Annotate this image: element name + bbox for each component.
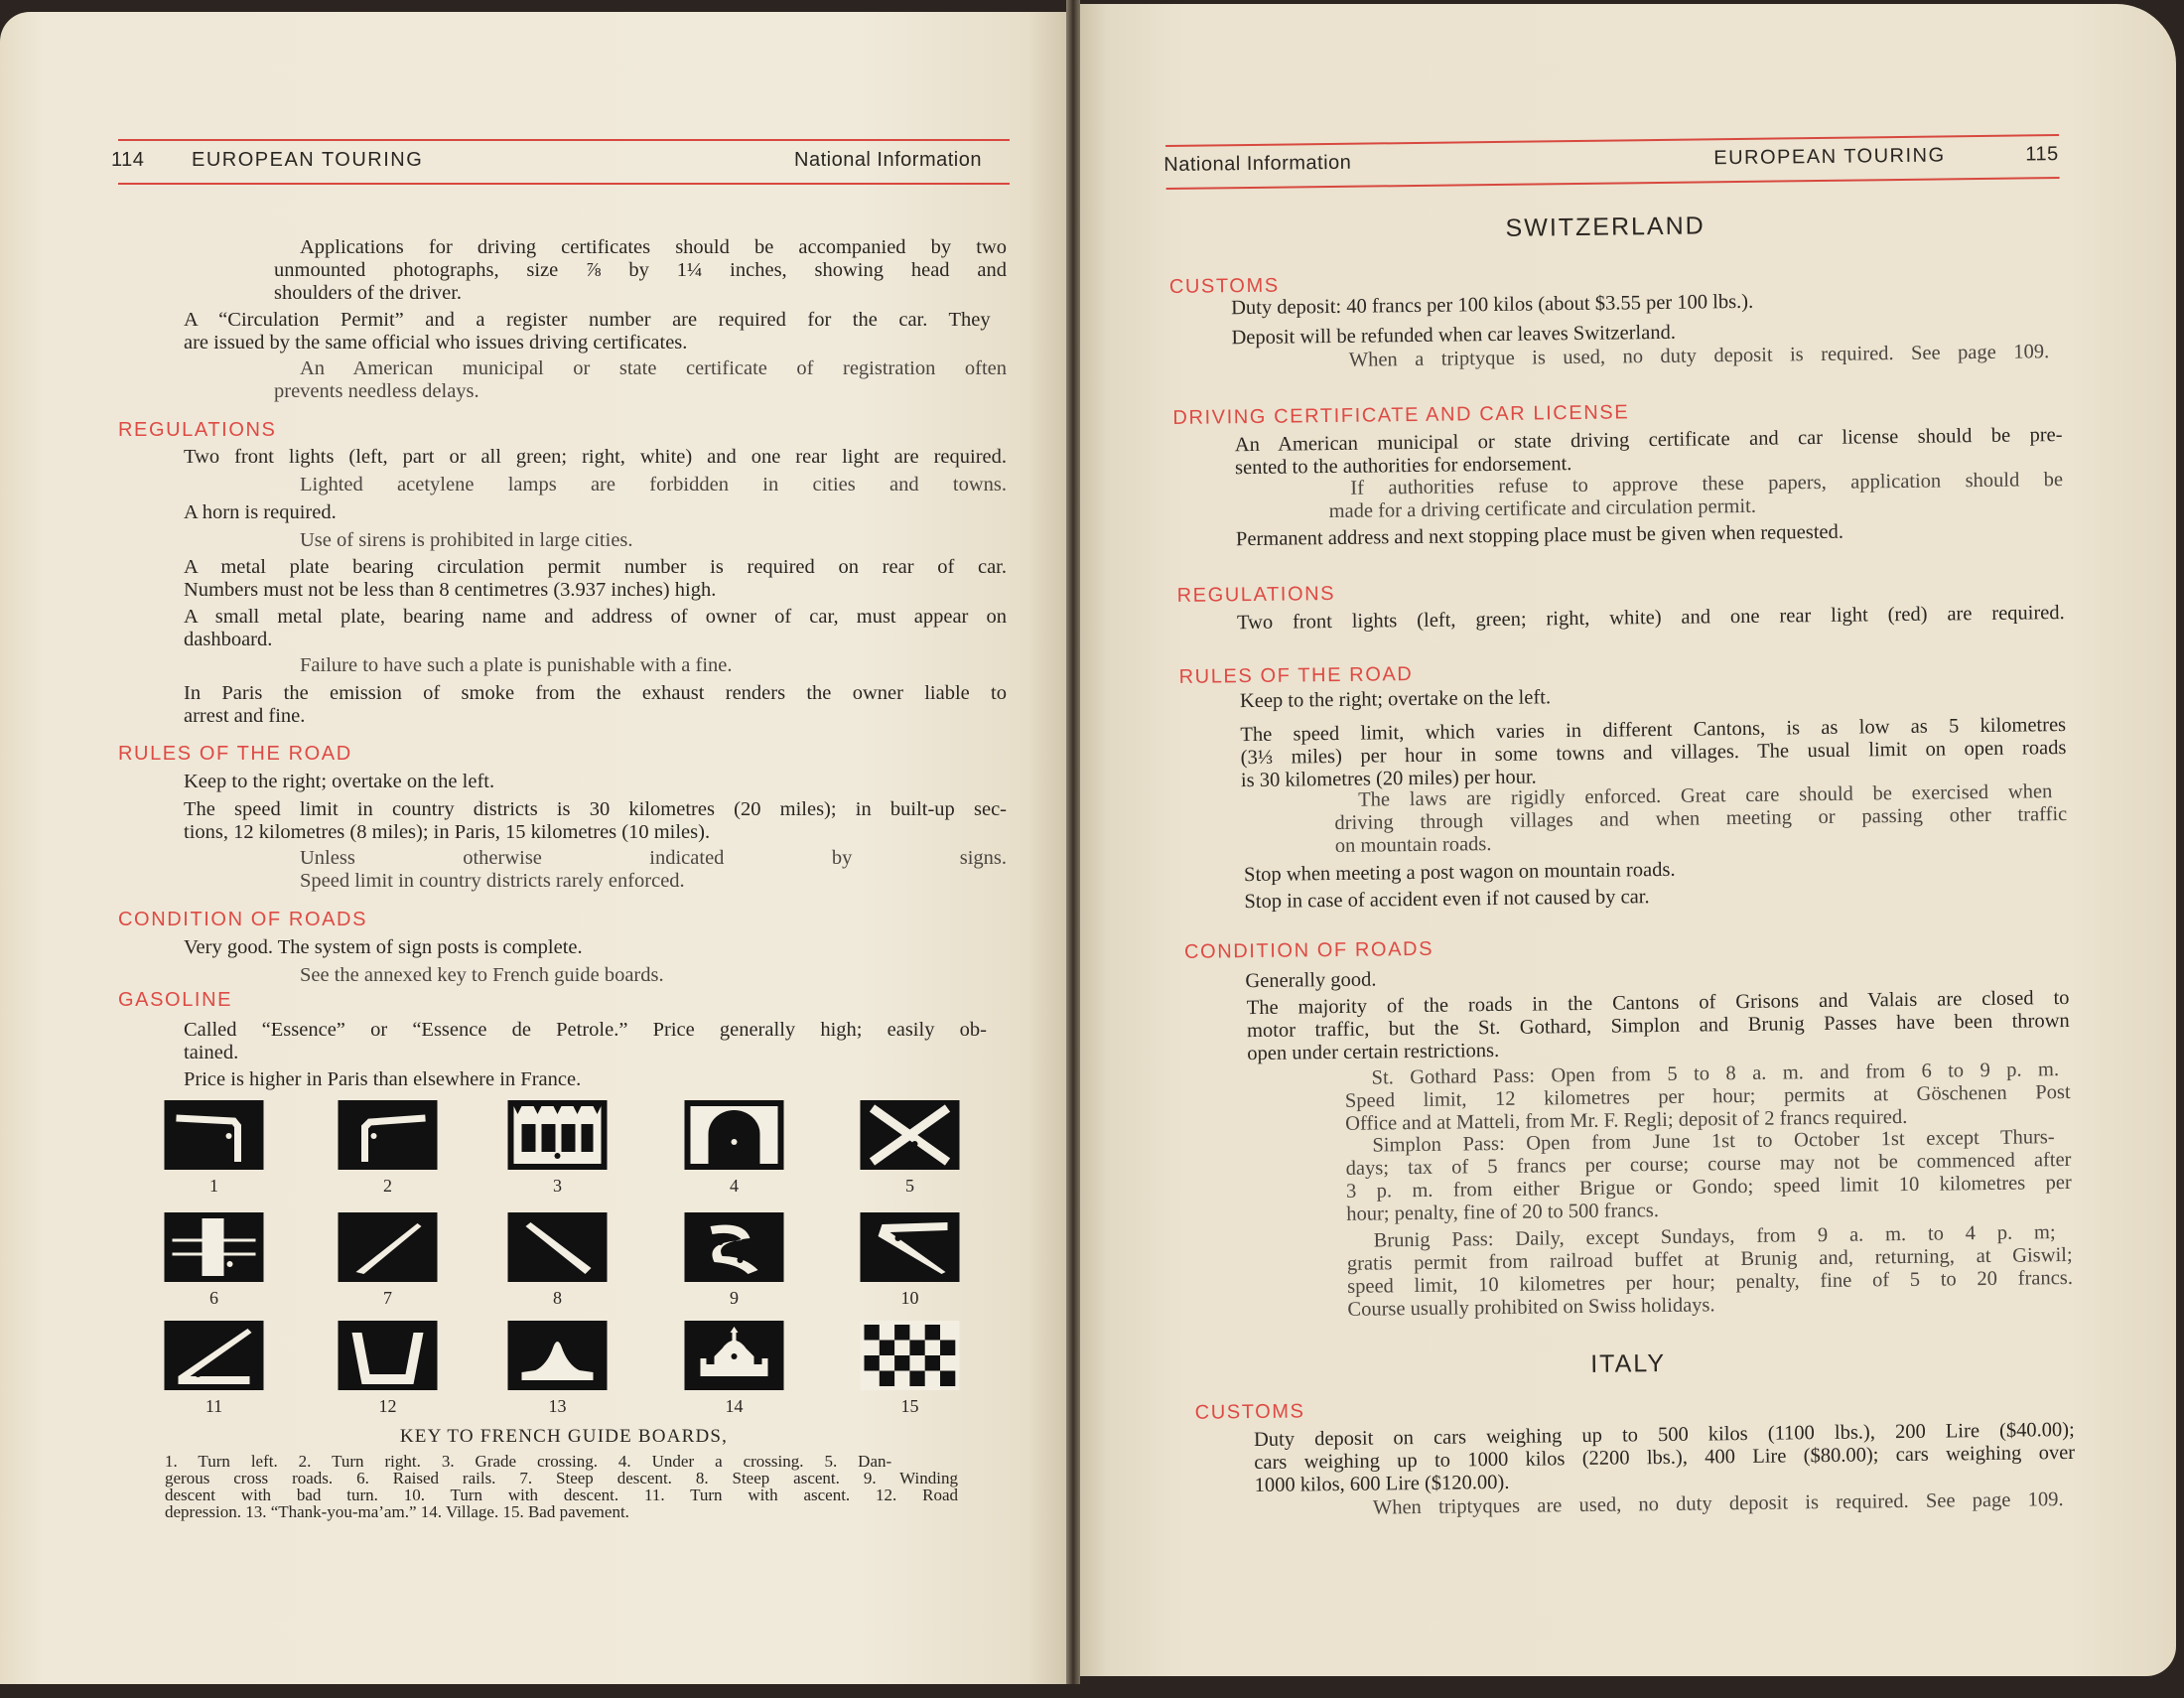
sign-number: 11	[205, 1396, 223, 1416]
text-line: are issued by the same official who issues driving certificates.	[184, 332, 688, 354]
sign-number: 9	[730, 1288, 739, 1308]
sign-number: 12	[378, 1396, 397, 1416]
text-line: Office and at Matteli, from Mr. F. Regli; deposit of 2 francs required.	[1345, 1105, 1908, 1135]
page-number: 115	[2025, 143, 2059, 166]
running-title: EUROPEAN TOURING	[1713, 144, 1946, 170]
sign-number: 14	[725, 1396, 744, 1416]
section-heading: REGULATIONS	[118, 419, 277, 441]
text-line: on mountain roads.	[1334, 833, 1492, 858]
note-paragraph	[1346, 1221, 2073, 1322]
sign-number: 5	[905, 1176, 914, 1196]
section-heading: REGULATIONS	[1176, 582, 1336, 607]
note-paragraph	[1334, 780, 2068, 858]
text-line: depression. 13. “Thank-you-ma’am.” 14. Village. 15. Bad pavement.	[165, 1502, 629, 1521]
paragraph	[1236, 518, 2064, 551]
text-line: hour; penalty, fine of 20 to 500 francs.	[1346, 1200, 1660, 1225]
text-line: days; tax of 5 francs per course; course may not be commenced after	[1345, 1148, 2072, 1180]
text-line: Course usually prohibited on Swiss holidays.	[1347, 1294, 1715, 1321]
text-line: Use of sirens is prohibited in large cities.	[300, 529, 633, 551]
text-line: 1. Turn left. 2. Turn right. 3. Grade crossing. 4. Under a crossing. 5. Dan-	[165, 1452, 892, 1471]
text-line: The laws are rigidly enforced. Great care should be exercised when	[1358, 780, 2053, 811]
page-number: 114	[111, 149, 145, 171]
text-line: sented to the authorities for endorsement.	[1234, 453, 1572, 480]
section-title: National Information	[1163, 151, 1352, 177]
sign-number: 7	[383, 1288, 392, 1308]
paragraph	[1247, 987, 2071, 1065]
text-line: A horn is required.	[184, 501, 337, 523]
paragraph	[1244, 881, 2068, 914]
text-line: 1000 kilos, 600 Lire ($120.00).	[1254, 1471, 1510, 1497]
text-line: Permanent address and next stopping place must be given when requested.	[1235, 520, 1844, 551]
section-heading: CUSTOMS	[1168, 274, 1280, 298]
paragraph	[1254, 1419, 2076, 1497]
text-line: A “Circulation Permit” and a register number are required for the car. They	[184, 309, 991, 331]
text-line: An American municipal or state certificate of registration often	[300, 357, 1007, 379]
text-line: Unless otherwise indicated by signs.	[300, 847, 1007, 869]
text-line: Lighted acetylene lamps are forbidden in cities and towns.	[300, 474, 1007, 495]
text-line: Stop when meeting a post wagon on mountain roads.	[1243, 858, 1676, 887]
text-line: St. Gothard Pass: Open from 5 to 8 a. m. and from 6 to 9 p. m.	[1371, 1059, 2060, 1089]
text-line: unmounted photographs, size ⅞ by 1¼ inches, showing head and	[274, 259, 1007, 281]
text-line: shoulders of the driver.	[274, 282, 463, 304]
text-line: tained.	[184, 1042, 239, 1063]
text-line: Very good. The system of sign posts is complete.	[184, 936, 583, 958]
header-rule-bottom	[1166, 177, 2060, 190]
text-line: cars weighing up to 1000 kilos (2200 lbs.), 400 Lire ($80.00); cars weighing over	[1254, 1441, 2076, 1475]
paragraph	[1237, 602, 2065, 635]
text-line: Simplon Pass: Open from June 1st to October 1st except Thurs-	[1372, 1126, 2055, 1157]
text-line: dashboard.	[184, 629, 273, 650]
text-line: gerous cross roads. 6. Raised rails. 7. Steep descent. 8. Steep ascent. 9. Winding	[165, 1469, 958, 1487]
text-line: is 30 kilometres (20 miles) per hour.	[1240, 766, 1537, 792]
sign-number: 8	[553, 1288, 562, 1308]
paragraph	[1240, 714, 2067, 792]
sign-number: 4	[730, 1176, 739, 1196]
text-line: arrest and fine.	[184, 705, 306, 727]
section-heading: RULES OF THE ROAD	[1178, 663, 1414, 688]
text-line: 3 p. m. from either Brigue or Gondo; speed limit 10 kilometres per	[1345, 1171, 2072, 1203]
sign-number: 10	[900, 1288, 919, 1308]
text-line: Generally good.	[1245, 968, 1377, 993]
text-line: Two front lights (left, green; right, white) and one rear light (red) are required.	[1236, 602, 2065, 635]
text-line: Failure to have such a plate is punishable with a fine.	[300, 654, 733, 676]
text-line: descent with bad turn. 10. Turn with descent. 11. Turn with ascent. 12. Road	[165, 1486, 958, 1504]
text-line: When a triptyque is used, no duty deposit is required. See page 109.	[1348, 341, 2050, 371]
sign-number: 15	[900, 1396, 919, 1416]
text-line: Stop in case of accident even if not caused by car.	[1244, 886, 1650, 914]
text-line: driving through villages and when meeting or passing other traffic	[1334, 802, 2068, 835]
sign-number: 1	[209, 1176, 218, 1196]
text-line: The majority of the roads in the Cantons of Grisons and Valais are closed to	[1246, 986, 2070, 1020]
text-line: Keep to the right; overtake on the left.	[184, 771, 495, 792]
text-line: gratis permit from railroad buffet at Brunig and, returning, at Giswil;	[1346, 1243, 2073, 1275]
note-paragraph	[1345, 1126, 2072, 1226]
country-title: SWITZERLAND	[1505, 212, 1706, 242]
section-heading: CONDITION OF ROADS	[118, 909, 368, 930]
text-line: Duty deposit: 40 francs per 100 kilos (about $3.55 per 100 lbs.).	[1230, 290, 1754, 320]
text-line: motor traffic, but the St. Gothard, Simplon and Brunig Passes have been thrown	[1246, 1009, 2070, 1043]
text-line: See the annexed key to French guide boards.	[300, 964, 664, 986]
sign-number: 13	[548, 1396, 567, 1416]
text-line: Speed limit, 12 kilometres per hour; permits at Göschenen Post	[1344, 1080, 2071, 1112]
note-paragraph	[1344, 1059, 2071, 1136]
text-line: tions, 12 kilometres (8 miles); in Paris, 15 kilometres (10 miles).	[184, 821, 711, 843]
text-line: Two front lights (left, part or all green; right, white) and one rear light are required.	[184, 446, 1007, 468]
text-line: Keep to the right; overtake on the left.	[1239, 686, 1552, 713]
section-title: National Information	[794, 149, 982, 171]
text-line: In Paris the emission of smoke from the exhaust renders the owner liable to	[184, 682, 1007, 704]
section-heading: GASOLINE	[118, 989, 233, 1011]
text-line: When triptyques are used, no duty deposit is required. See page 109.	[1372, 1488, 2064, 1519]
text-line: (3⅓ miles) per hour in some towns and villages. The usual limit on open roads	[1240, 736, 2067, 770]
sign-number: 6	[209, 1288, 218, 1308]
text-line: Numbers must not be less than 8 centimetres (3.937 inches) high.	[184, 579, 717, 601]
key-title: KEY TO FRENCH GUIDE BOARDS,	[399, 1426, 729, 1447]
sign-number: 3	[553, 1176, 562, 1196]
note-paragraph	[1328, 469, 2064, 523]
country-title: ITALY	[1590, 1348, 1667, 1378]
section-heading: DRIVING CERTIFICATE AND CAR LICENSE	[1172, 401, 1630, 429]
text-line: Deposit will be refunded when car leaves Switzerland.	[1231, 321, 1677, 350]
text-line: Brunig Pass: Daily, except Sundays, from 9 a. m. to 4 p. m;	[1373, 1221, 2056, 1252]
section-heading: CONDITION OF ROADS	[1183, 937, 1434, 963]
text-line: Duty deposit on cars weighing up to 500 kilos (1100 lbs.), 200 Lire ($40.00);	[1253, 1418, 2075, 1452]
text-line: The speed limit in country districts is 30 kilometres (20 miles); in built-up sec-	[184, 798, 1007, 820]
paragraph	[1231, 287, 2061, 320]
text-line: Speed limit in country districts rarely enforced.	[300, 870, 685, 892]
text-line: open under certain restrictions.	[1247, 1039, 1500, 1065]
sign-number: 2	[383, 1176, 392, 1196]
section-heading: CUSTOMS	[1194, 1400, 1305, 1424]
text-line: A small metal plate, bearing name and address of owner of car, must appear on	[184, 606, 1007, 628]
text-line: prevents needless delays.	[274, 380, 479, 402]
text-line: Applications for driving certificates should be accompanied by two	[300, 236, 1007, 258]
text-line: Price is higher in Paris than elsewhere in France.	[184, 1068, 582, 1090]
text-line: A metal plate bearing circulation permit number is required on rear of car.	[184, 556, 1007, 578]
text-line: speed limit, 10 kilometres per hour; penalty, fine of 5 to 20 francs.	[1347, 1266, 2074, 1298]
text-line: If authorities refuse to approve these papers, application should be	[1350, 469, 2064, 499]
text-line: The speed limit, which varies in different Cantons, is as low as 5 kilometres	[1240, 713, 2067, 747]
text-line: An American municipal or state driving certificate and car license should be pre-	[1234, 424, 2063, 457]
running-title: EUROPEAN TOURING	[192, 149, 424, 171]
text-line: Called “Essence” or “Essence de Petrole.” Price generally high; easily ob-	[184, 1019, 987, 1041]
section-heading: RULES OF THE ROAD	[118, 743, 352, 765]
text-line: made for a driving certificate and circulation permit.	[1328, 495, 1757, 523]
